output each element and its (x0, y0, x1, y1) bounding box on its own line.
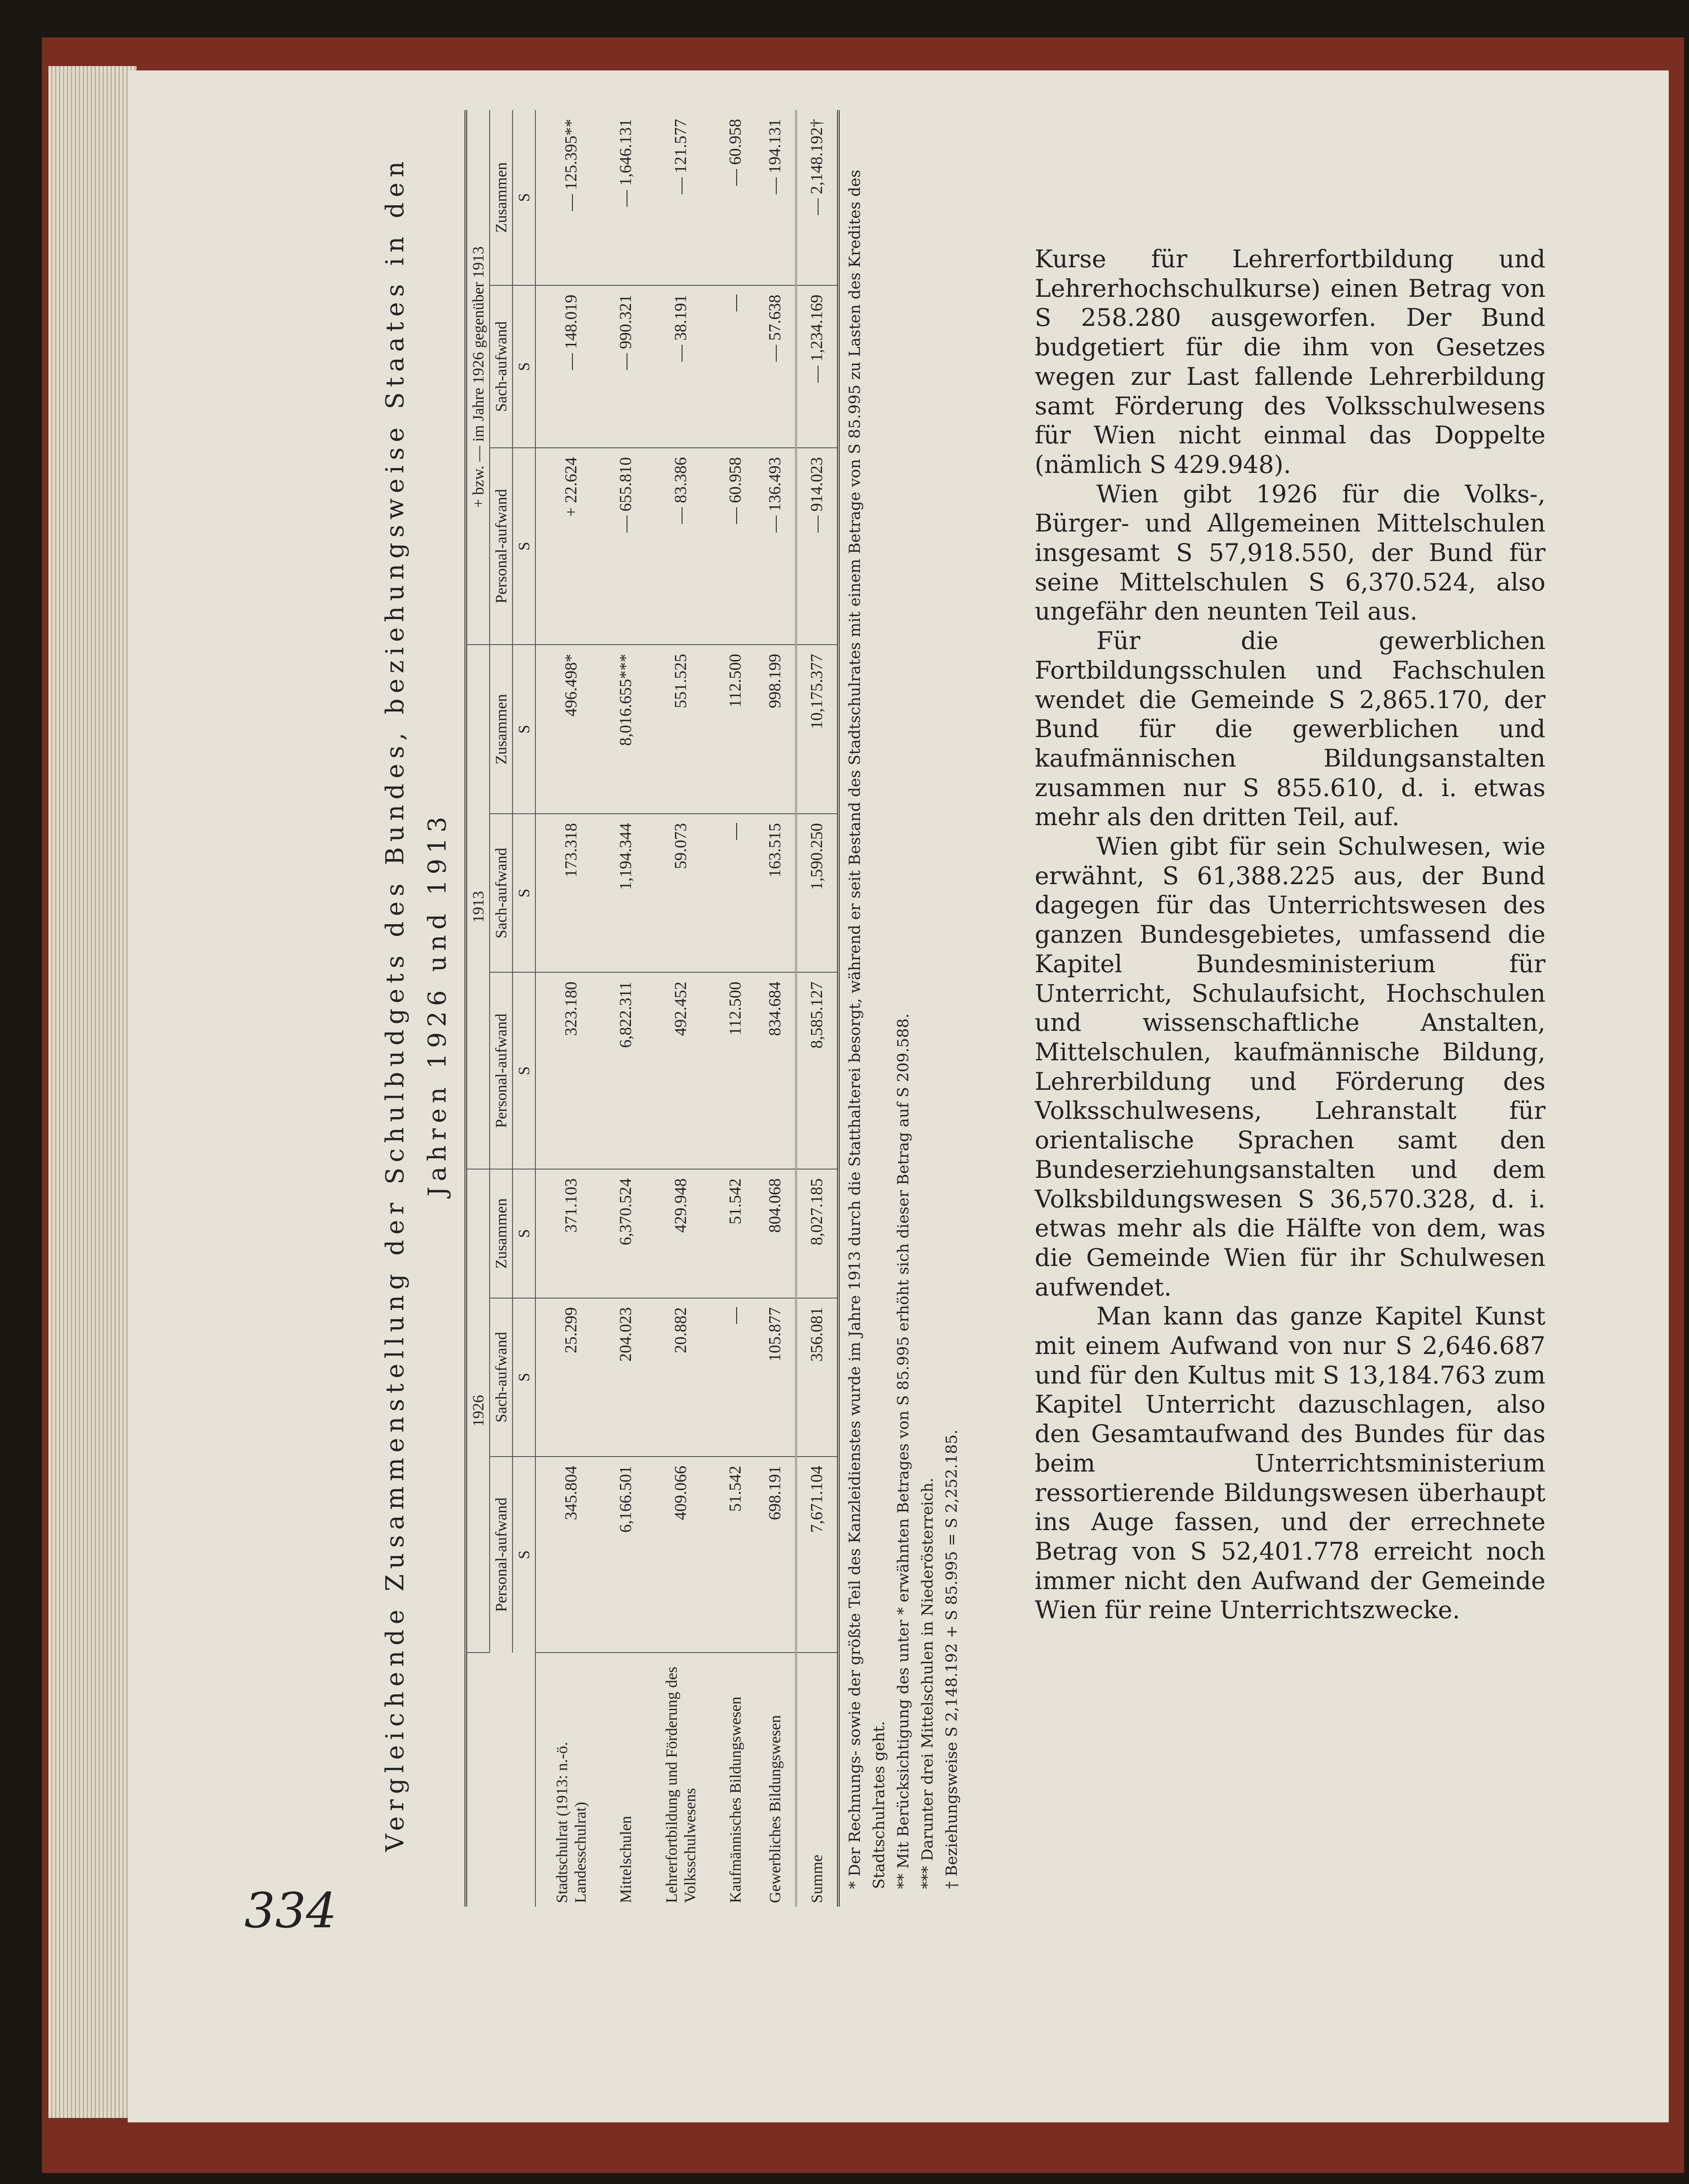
sum-row (796, 110, 837, 1907)
paragraph: Kurse für Lehrerfortbildung und Lehrerhochschulkurse) einen Betrag von S 258.280 ausgeworfen. Der Bund budgetiert für die ihm von Gesetzes wegen zur Last fallende Lehrerbildung samt Förderung des Volksschulwesens für Wien nicht einmal das Doppelte (nämlich S 429.948). (1035, 245, 1545, 479)
col-header: Zusammen (490, 1169, 513, 1298)
unit-header: S (513, 110, 535, 285)
cell: 6,370.524 (606, 1169, 645, 1298)
footnote: † Beziehungsweise S 2,148.192 + S 85.995 = S 2,252.185. (943, 1429, 961, 1889)
cell: — 148.019 (535, 285, 606, 448)
table-row (606, 110, 645, 1907)
row-label: Gewerbliches Bildungswesen (766, 1715, 784, 1903)
cell: 112.500 (715, 972, 755, 1169)
cell: 59.073 (645, 814, 715, 972)
cell: 345.804 (535, 1457, 606, 1653)
col-header: Personal-aufwand (490, 1457, 513, 1653)
cell: — 2,148.192† (796, 110, 837, 285)
row-label-header (467, 1653, 535, 1907)
unit-header: S (513, 645, 535, 814)
col-header: Sach-aufwand (490, 814, 513, 972)
cell: — 121.577 (645, 110, 715, 285)
unit-header: S (513, 1169, 535, 1298)
cell: — 136.493 (755, 448, 796, 645)
col-header: Sach-aufwand (490, 285, 513, 448)
cell: — 914.023 (796, 448, 837, 645)
paragraph: Wien gibt 1926 für die Volks-, Bürger- und Allgemeinen Mittelschulen insgesamt S 57,918.550, der Bund für seine Mittelschulen S 6,370.524, also ungefähr den neunten Teil aus. (1035, 480, 1545, 626)
cell: 51.542 (715, 1169, 755, 1298)
col-header: Zusammen (490, 645, 513, 814)
cell: 204.023 (606, 1298, 645, 1457)
cell: 7,671.104 (796, 1457, 837, 1653)
cell: 496.498* (535, 645, 606, 814)
cell: — 60.958 (715, 448, 755, 645)
cell: + 22.624 (535, 448, 606, 645)
cell: 1,194.344 (606, 814, 645, 972)
col-header: Personal-aufwand (490, 448, 513, 645)
cell: 20.882 (645, 1298, 715, 1457)
cell: — (715, 285, 755, 448)
cell: — 57.638 (755, 285, 796, 448)
group-header-diff: + bzw. — im Jahre 1926 gegenüber 1913 (467, 110, 490, 645)
cell: — 655.810 (606, 448, 645, 645)
rotated-table-block (370, 101, 1008, 1907)
cell: 834.684 (755, 972, 796, 1169)
paragraph: Für die gewerblichen Fortbildungsschulen und Fachschulen wendet die Gemeinde S 2,865.170, der Bund für die gewerblichen und kaufmännischen Bildungsanstalten zusammen nur S 855.610, d. i. etwas mehr als den dritten Teil, auf. (1035, 627, 1545, 831)
cell: — 1,234.169 (796, 285, 837, 448)
cell: 804.068 (755, 1169, 796, 1298)
cell: 429.948 (645, 1169, 715, 1298)
cell: 8,585.127 (796, 972, 837, 1169)
col-header: Sach-aufwand (490, 1298, 513, 1457)
cell: 551.525 (645, 645, 715, 814)
table-row (715, 110, 755, 1907)
group-header-1913: 1913 (467, 645, 490, 1169)
sum-label: Summe (796, 1653, 837, 1907)
cell: 409.066 (645, 1457, 715, 1653)
cell: 1,590.250 (796, 814, 837, 972)
cell: 112.500 (715, 645, 755, 814)
cell: — 60.958 (715, 110, 755, 285)
footnote: *** Darunter drei Mittelschulen in Niederösterreich. (919, 1477, 937, 1889)
cell: 492.452 (645, 972, 715, 1169)
row-label: Lehrerfortbildung und Förderung des Volksschulwesens (662, 1667, 699, 1903)
cell: 6,166.501 (606, 1457, 645, 1653)
cell: 8,016.655*** (606, 645, 645, 814)
cell: 998.199 (755, 645, 796, 814)
unit-header: S (513, 972, 535, 1169)
page-edges (48, 66, 136, 2118)
cell: — 1,646.131 (606, 110, 645, 285)
table-title: Vergleichende Zusammenstellung der Schulbudgets des Bundes, beziehungsweise Staates in den Jahren 1926 und 1913 (381, 156, 452, 1852)
page-number: 334 (244, 1882, 337, 1939)
cell: 163.515 (755, 814, 796, 972)
paragraph: Man kann das ganze Kapitel Kunst mit einem Aufwand von nur S 2,646.687 und für den Kultus mit S 13,184.763 zum Kapitel Unterricht dazuschlagen, also den Gesamtaufwand des Bundes für das beim Unterrichtsministerium ressortierende Bildungswesen überhaupt ins Auge fassen, und der errechnete Betrag von S 52,401.778 erreicht noch immer nicht den Aufwand der Gemeinde Wien für reine Unterrichtszwecke. (1035, 1302, 1545, 1624)
cell: 371.103 (535, 1169, 606, 1298)
body-text-column (1035, 244, 1545, 1625)
cell: 10,175.377 (796, 645, 837, 814)
col-header: Personal-aufwand (490, 972, 513, 1169)
unit-header: S (513, 1298, 535, 1457)
cell: 698.191 (755, 1457, 796, 1653)
cell: — (715, 814, 755, 972)
cell: 6,822.311 (606, 972, 645, 1169)
cell: — 38.191 (645, 285, 715, 448)
budget-table-container (465, 110, 840, 1907)
unit-header: S (513, 285, 535, 448)
row-label: Mittelschulen (617, 1816, 635, 1903)
table-row (645, 110, 715, 1907)
cell: — 125.395** (535, 110, 606, 285)
cell: 323.180 (535, 972, 606, 1169)
col-header: Zusammen (490, 110, 513, 285)
group-header-1926: 1926 (467, 1169, 490, 1653)
cell: 25.299 (535, 1298, 606, 1457)
cell: — 83.386 (645, 448, 715, 645)
table-row (755, 110, 796, 1907)
cell: — (715, 1298, 755, 1457)
cell: 105.877 (755, 1298, 796, 1457)
row-label: Kaufmännisches Bildungswesen (726, 1697, 744, 1903)
cell: 8,027.185 (796, 1169, 837, 1298)
table-footnotes (843, 106, 964, 1889)
footnote: ** Mit Berücksichtigung des unter * erwähnten Betrages von S 85.995 erhöht sich dieser Betrag auf S 209.588. (895, 1013, 912, 1889)
cell: 51.542 (715, 1457, 755, 1653)
cell: — 194.131 (755, 110, 796, 285)
unit-header: S (513, 448, 535, 645)
table-row (535, 110, 606, 1907)
budget-table (467, 110, 837, 1907)
cell: — 990.321 (606, 285, 645, 448)
paragraph: Wien gibt für sein Schulwesen, wie erwähnt, S 61,388.225 aus, der Bund dagegen für das Unterrichtswesen des ganzen Bundesgebietes, umfassend die Kapitel Bundesministerium für Unterricht, Schulaufsicht, Hochschulen und wissenschaftliche Anstalten, Mittelschulen, kaufmännische Bildung, Lehrerbildung und Förderung des Volksschulwesens, Lehranstalt für orientalische Sprachen samt den Bundeserziehungsanstalten und dem Volksbildungswesen S 36,570.328, d. i. etwas mehr als die Hälfte von dem, was die Gemeinde Wien für ihr Schulwesen aufwendet. (1035, 832, 1545, 1301)
footnote: * Der Rechnungs- sowie der größte Teil des Kanzleidienstes wurde im Jahre 1913 durch die Statthalterei besorgt, während er seit Bestand des Stadtschulrates mit einem Betrage von S 85.995 zu Lasten des Kredites des Stadtschulrates geht. (846, 170, 888, 1889)
cell: 173.318 (535, 814, 606, 972)
unit-header: S (513, 814, 535, 972)
unit-header: S (513, 1457, 535, 1653)
row-label: Stadtschulrat (1913: n.-ö. Landesschulrat) (553, 1742, 589, 1903)
cell: 356.081 (796, 1298, 837, 1457)
